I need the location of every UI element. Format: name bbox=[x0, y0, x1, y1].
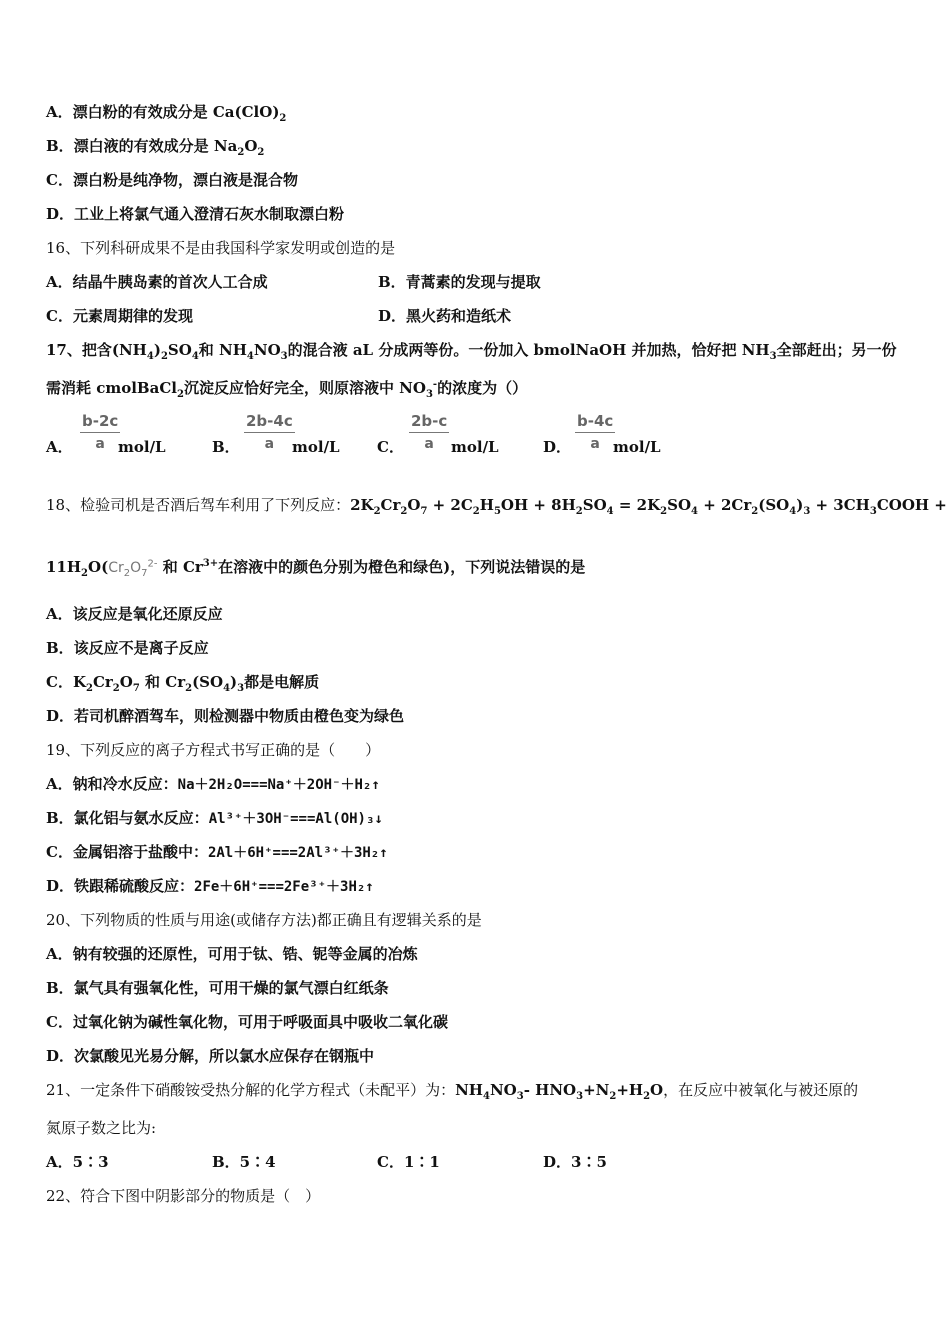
q17-options bbox=[46, 410, 746, 458]
q17-stem-line2: 需消耗 cmolBaCl$_2$沉淀反应恰好完全，则原溶液中 $NO_3^-$的浓度为（） bbox=[46, 379, 528, 400]
q19-option-d: D．铁跟稀硫酸反应：2Fe＋6H⁺===2Fe³⁺＋3H₂↑ bbox=[46, 877, 374, 895]
q18-stem-line2: $11H_2O(Cr_2O_7^{2-}$ 和 $Cr^{3+}$在溶液中的颜色分别为橙色和绿色)，下列说法错误的是 bbox=[46, 558, 586, 579]
q21-option-d: D．3∶5 bbox=[543, 1153, 607, 1171]
q17-option-c: C． $\frac{2b-c}{a}$ mol/L bbox=[377, 412, 499, 456]
q16-option-d: D．黑火药和造纸术 bbox=[378, 307, 512, 325]
q17-option-a: A． $\frac{b-2c}{a}$ mol/L bbox=[46, 412, 166, 456]
q22-stem: 22、符合下图中阴影部分的物质是（ ） bbox=[46, 1187, 321, 1205]
q21-option-a: A．5∶3 bbox=[46, 1153, 109, 1171]
q18-option-b: B．该反应不是离子反应 bbox=[46, 639, 209, 657]
q20-stem: 20、下列物质的性质与用途(或储存方法)都正确且有逻辑关系的是 bbox=[46, 911, 482, 929]
dichromate-ion: $Cr_2O_7^{2-}$ bbox=[108, 558, 158, 579]
q18-stem-line1: 18、检验司机是否酒后驾车利用了下列反应：$2K_2Cr_2O_7 + 2C_2H_5OH + 8H_2SO_4 = 2K_2SO_4 + 2Cr_2(SO_4)_3$ + $3CH_3COOH$ + bbox=[46, 496, 947, 517]
q17-stem-line1: 17、把含$(NH_4)_2SO_4$和 $NH_4NO_3$的混合液 aL 分成两等份。一份加入 bmolNaOH 并加热，恰好把 $NH_3$全部赶出；另一份 bbox=[46, 341, 897, 362]
q16-options-row1 bbox=[46, 271, 906, 293]
q17-option-d: D． $\frac{b-4c}{a}$ mol/L bbox=[543, 412, 661, 456]
q15-option-d: D．工业上将氯气通入澄清石灰水制取漂白粉 bbox=[46, 205, 345, 223]
q18-option-c: C．$K_2Cr_2O_7$ 和 $Cr_2(SO_4)_3$都是电解质 bbox=[46, 673, 320, 694]
q21-option-c: C．1∶1 bbox=[377, 1153, 440, 1171]
q16-option-b: B．青蒿素的发现与提取 bbox=[378, 273, 541, 291]
q15-option-b: B．漂白液的有效成分是 $Na_2O_2$ bbox=[46, 137, 265, 158]
q16-options-row2 bbox=[46, 305, 906, 327]
q16-stem: 16、下列科研成果不是由我国科学家发明或创造的是 bbox=[46, 239, 396, 257]
q15-option-c: C．漂白粉是纯净物，漂白液是混合物 bbox=[46, 171, 298, 189]
q20-option-c: C．过氧化钠为碱性氧化物，可用于呼吸面具中吸收二氧化碳 bbox=[46, 1013, 448, 1031]
q21-stem-line2: 氮原子数之比为: bbox=[46, 1119, 157, 1137]
q19-option-c: C．金属铝溶于盐酸中：2Al＋6H⁺===2Al³⁺＋3H₂↑ bbox=[46, 843, 388, 861]
q17-option-b: B． $\frac{2b-4c}{a}$ mol/L bbox=[212, 412, 340, 456]
q20-option-a: A．钠有较强的还原性，可用于钛、锆、铌等金属的冶炼 bbox=[46, 945, 418, 963]
q18-option-a: A．该反应是氧化还原反应 bbox=[46, 605, 223, 623]
q19-option-b: B．氯化铝与氨水反应：Al³⁺＋3OH⁻===Al(OH)₃↓ bbox=[46, 809, 383, 827]
q19-stem: 19、下列反应的离子方程式书写正确的是（ ） bbox=[46, 741, 381, 759]
q15-option-a: A．漂白粉的有效成分是 $Ca(ClO)_2$ bbox=[46, 103, 287, 124]
q20-option-d: D．次氯酸见光易分解，所以氯水应保存在钢瓶中 bbox=[46, 1047, 375, 1065]
q21-stem-line1: 21、一定条件下硝酸铵受热分解的化学方程式（未配平）为：$NH_4NO_3-$ $HNO_3+N_2+H_2O$，在反应中被氧化与被还原的 bbox=[46, 1081, 859, 1102]
q20-option-b: B．氯气具有强氧化性，可用干燥的氯气漂白红纸条 bbox=[46, 979, 389, 997]
q18-option-d: D．若司机醉酒驾车，则检测器中物质由橙色变为绿色 bbox=[46, 707, 405, 725]
q16-option-a: A．结晶牛胰岛素的首次人工合成 bbox=[46, 273, 268, 291]
q19-option-a: A．钠和冷水反应：Na＋2H₂O===Na⁺＋2OH⁻＋H₂↑ bbox=[46, 775, 380, 793]
q16-option-c: C．元素周期律的发现 bbox=[46, 307, 193, 325]
q21-option-b: B．5∶4 bbox=[212, 1153, 276, 1171]
